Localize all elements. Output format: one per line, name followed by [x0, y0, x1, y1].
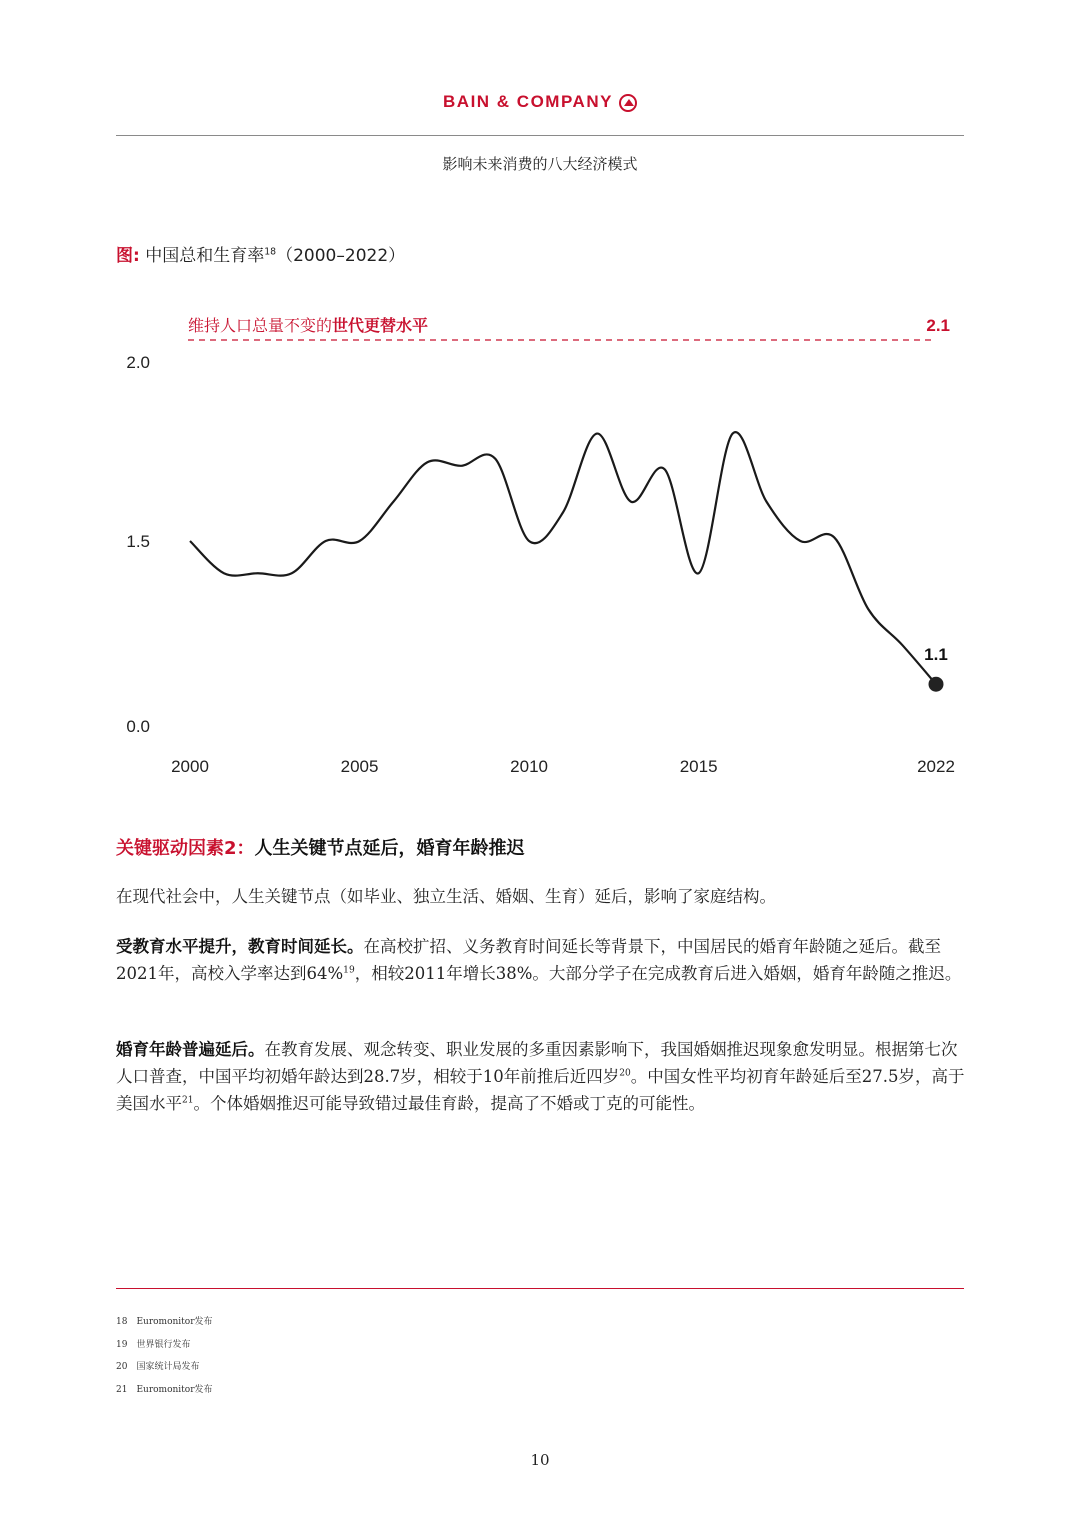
- x-tick-label: 2022: [917, 757, 955, 776]
- figure-title-footnote: 18: [264, 246, 277, 258]
- footnote-divider: [116, 1288, 964, 1289]
- footnote-ref-19: 19: [343, 965, 355, 976]
- paragraph-education: [116, 933, 968, 987]
- paragraph-marriage-text-b: 。中国女性平均初育年龄延后至27.5岁，高于美国水平: [116, 1067, 965, 1113]
- replacement-level-label: 维持人口总量不变的世代更替水平: [188, 318, 429, 335]
- footnote-ref-21: 21: [182, 1095, 194, 1106]
- bain-logo: [0, 92, 1080, 112]
- section-heading-text: 人生关键节点延后，婚育年龄推迟: [254, 838, 525, 859]
- y-tick-label: 1.5: [126, 532, 150, 551]
- y-tick-label: 0.0: [126, 717, 150, 736]
- x-tick-label: 2005: [340, 757, 379, 776]
- bain-compass-icon: [619, 94, 637, 112]
- endpoint-marker: [929, 677, 944, 692]
- x-tick-label: 2015: [679, 757, 718, 776]
- figure-title-range: （2000–2022）: [276, 246, 406, 266]
- section-heading: [116, 834, 525, 860]
- y-tick-label: 2.0: [126, 353, 150, 372]
- paragraph-marriage: [116, 1036, 968, 1117]
- section-heading-label: 关键驱动因素2：: [116, 838, 255, 859]
- replacement-level-value: 2.1: [926, 316, 950, 335]
- paragraph-marriage-text-c: 。个体婚姻推迟可能导致错过最佳育龄，提高了不婚或丁克的可能性。: [193, 1094, 706, 1113]
- footnote-20: 20 国家统计局发布: [116, 1362, 200, 1372]
- paragraph-education-text-b: ，相较2011年增长38%。大部分学子在完成教育后进入婚姻，婚育年龄随之推迟。: [354, 964, 962, 983]
- x-tick-label: 2000: [171, 757, 209, 776]
- footnote-21: 21 Euromonitor发布: [116, 1385, 213, 1395]
- paragraph-education-lead: 受教育水平提升，教育时间延长。: [116, 937, 364, 956]
- figure-title-text: 中国总和生育率: [145, 246, 265, 266]
- report-subtitle: 影响未来消费的八大经济模式: [442, 155, 638, 173]
- paragraph-education-text-a: 在高校扩招、义务教育时间延长等背景下，中国居民的婚育年龄随之延后。截至2021年，高校入学率达到64%: [116, 937, 941, 983]
- figure-title: [116, 241, 405, 266]
- footnote-ref-20: 20: [619, 1068, 631, 1079]
- header-divider: [116, 135, 964, 136]
- fertility-chart: [0, 290, 1080, 790]
- footnote-19: 19 世界银行发布: [116, 1340, 191, 1350]
- paragraph-intro: 在现代社会中，人生关键节点（如毕业、独立生活、婚姻、生育）延后，影响了家庭结构。: [116, 887, 776, 906]
- x-tick-label: 2010: [510, 757, 549, 776]
- paragraph-marriage-text-a: 在教育发展、观念转变、职业发展的多重因素影响下，我国婚姻推迟现象愈发明显。根据第七次人口普查，中国平均初婚年龄达到28.7岁，相较于10年前推后近四岁: [116, 1040, 958, 1086]
- logo-text: BAIN & COMPANY: [443, 92, 613, 111]
- page-number: 10: [530, 1451, 550, 1469]
- paragraph-marriage-lead: 婚育年龄普遍延后。: [116, 1040, 265, 1059]
- footnote-18: 18 Euromonitor发布: [116, 1317, 213, 1327]
- fertility-rate-line: [190, 432, 936, 684]
- figure-label: 图:: [116, 246, 140, 266]
- endpoint-label: 1.1: [924, 645, 948, 665]
